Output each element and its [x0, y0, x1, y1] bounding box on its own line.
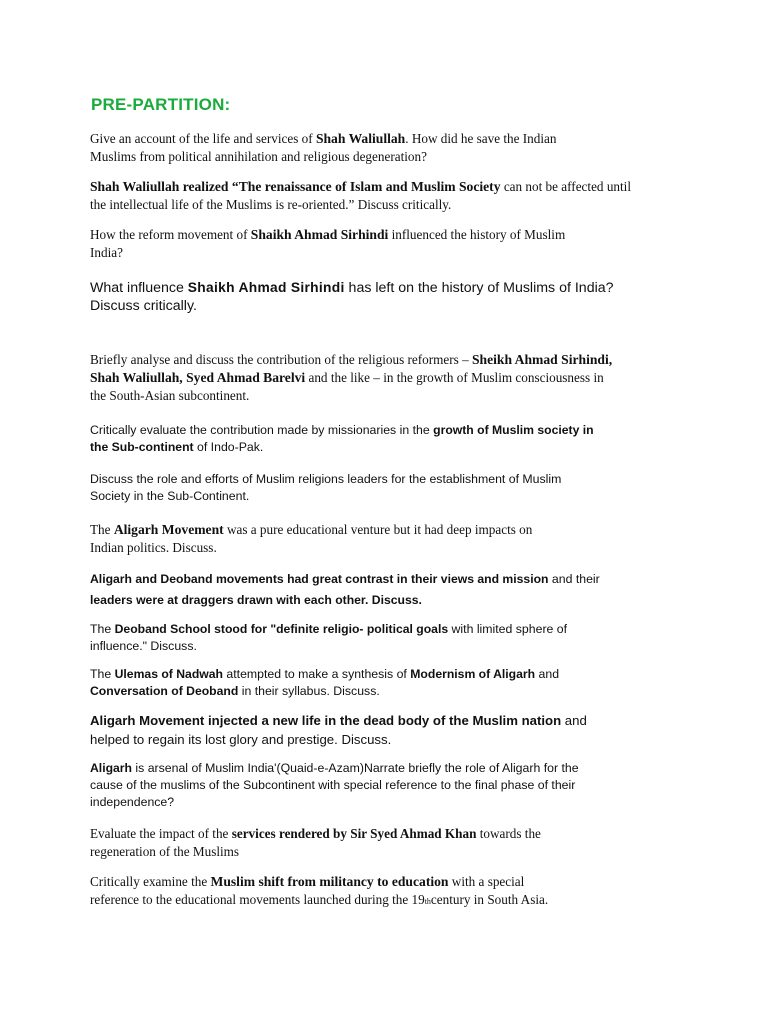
question-15: Critically examine the Muslim shift from militancy to education with a special reference to the educational movements launched during the 19thcentury in South Asia. [90, 874, 549, 907]
emphasis: Aligarh Movement injected a new life in the dead body of the Muslim nation [90, 713, 562, 728]
question-5: Briefly analyse and discuss the contribution of the religious reformers – Sheikh Ahmad Sirhindi, Shah Waliullah, Syed Ahmad Barelvi and the like – in the growth of Muslim consciousness in the South-Asian subcontinent. [90, 352, 613, 403]
question-1: Give an account of the life and services of Shah Waliullah. How did he save the Indian Muslims from political annihilation and religious degeneration? [90, 131, 557, 164]
emphasis: Shah Waliullah [315, 131, 406, 146]
emphasis: services rendered by Sir Syed Ahmad Khan [231, 826, 477, 841]
emphasis: Shah Waliullah, Syed Ahmad Barelvi [90, 370, 306, 385]
emphasis: Shah Waliullah realized “The renaissance of Islam and Muslim Society [90, 179, 501, 194]
section-heading: PRE-PARTITION: [91, 95, 231, 114]
emphasis: the Sub-continent [90, 440, 194, 454]
emphasis: Aligarh and Deoband movements had great contrast in their views and mission [90, 572, 549, 586]
emphasis: Conversation of Deoband [90, 684, 239, 698]
ordinal-suffix: th [424, 897, 431, 906]
question-4: What influence Shaikh Ahmad Sirhindi has left on the history of Muslims of India? Discuss critically. [90, 280, 614, 314]
emphasis: Shaikh Ahmad Sirhindi [187, 280, 345, 295]
emphasis: Ulemas of Nadwah [114, 667, 223, 681]
emphasis: Deoband School stood for "definite religio- political goals [114, 622, 449, 636]
question-13: Aligarh is arsenal of Muslim India'(Quaid-e-Azam)Narrate briefly the role of Aligarh for the cause of the muslims of the Subcontinent with special reference to the final phase of their independence? [90, 761, 579, 809]
question-11: The Ulemas of Nadwah attempted to make a synthesis of Modernism of Aligarh and Conversation of Deoband in their syllabus. Discuss. [90, 667, 560, 698]
emphasis: Sheikh Ahmad Sirhindi, [471, 352, 613, 367]
question-9: Aligarh and Deoband movements had great contrast in their views and mission and their leaders were at draggers drawn with each other. Discuss. [90, 569, 690, 611]
emphasis: Aligarh [90, 761, 132, 775]
emphasis: leaders were at draggers drawn with each other. Discuss. [90, 593, 422, 607]
emphasis: growth of Muslim society in [433, 423, 594, 437]
question-7: Discuss the role and efforts of Muslim religions leaders for the establishment of Muslim Society in the Sub-Continent. [90, 472, 562, 503]
question-6: Critically evaluate the contribution made by missionaries in the growth of Muslim society in the Sub-continent of Indo-Pak. [90, 423, 594, 454]
emphasis: Muslim shift from militancy to education [210, 874, 449, 889]
question-8: The Aligarh Movement was a pure educational venture but it had deep impacts on Indian politics. Discuss. [90, 522, 533, 555]
question-14: Evaluate the impact of the services rendered by Sir Syed Ahmad Khan towards the regeneration of the Muslims [90, 826, 541, 859]
emphasis: Shaikh Ahmad Sirhindi [250, 227, 389, 242]
question-12: Aligarh Movement injected a new life in the dead body of the Muslim nation and helped to regain its lost glory and prestige. Discuss. [90, 713, 587, 747]
emphasis: Modernism of Aligarh [410, 667, 536, 681]
question-3: How the reform movement of Shaikh Ahmad Sirhindi influenced the history of Muslim India? [90, 227, 566, 260]
question-10: The Deoband School stood for "definite religio- political goals with limited sphere of influence." Discuss. [90, 622, 568, 653]
question-2: Shah Waliullah realized “The renaissance of Islam and Muslim Society can not be affected until the intellectual life of the Muslims is re-oriented.” Discuss critically. [90, 179, 631, 212]
emphasis: Aligarh Movement [113, 522, 224, 537]
